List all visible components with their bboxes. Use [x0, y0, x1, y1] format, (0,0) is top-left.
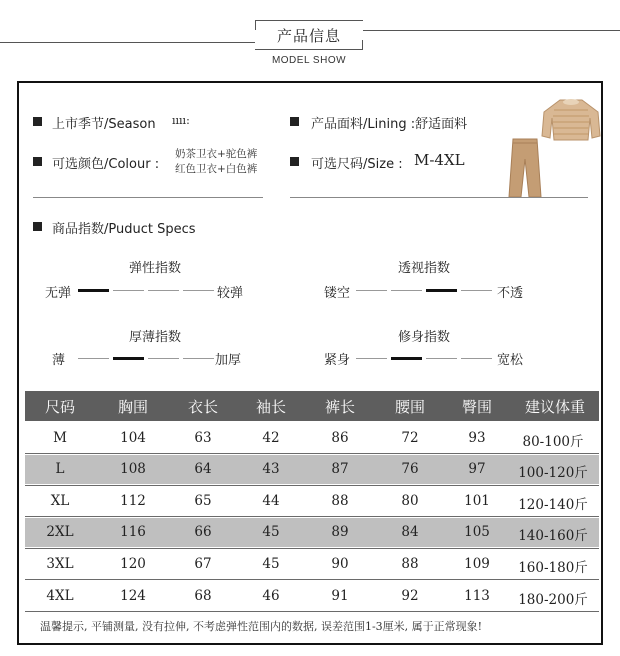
table-header-cell: 臀围: [461, 398, 492, 416]
spec-bar-segment: [78, 358, 109, 359]
table-cell: 180-200斤: [518, 592, 588, 608]
table-cell: 89: [331, 524, 349, 540]
spec-bar-segment: [183, 290, 214, 291]
header-line-right: [363, 30, 620, 31]
spec-bar-segment: [113, 357, 144, 360]
spec-bar-segment: [148, 290, 179, 291]
table-row: [25, 518, 599, 547]
table-cell: 3XL: [46, 556, 74, 572]
table-cell: 120: [120, 556, 146, 572]
table-cell: 101: [464, 493, 490, 509]
spec-bar-segment: [356, 290, 387, 291]
table-cell: XL: [50, 493, 70, 509]
table-header-cell: 袖长: [255, 398, 286, 416]
table-cell: 120-140斤: [518, 497, 588, 513]
colour-option-2: 红色卫衣+白色裤: [175, 163, 258, 175]
season-label: 上市季节/Season: [52, 117, 156, 132]
colour-option-1: 奶茶卫衣+驼色裤: [175, 148, 258, 160]
table-row: [25, 550, 599, 579]
table-cell: 104: [120, 430, 146, 446]
spec-bar-segment: [461, 358, 492, 359]
table-header-cell: 衣长: [187, 398, 218, 416]
table-cell: 112: [120, 493, 146, 509]
table-cell: 108: [120, 461, 146, 477]
spec-bar-segment: [461, 290, 492, 291]
spec-bar-segment: [391, 357, 422, 360]
divider: [33, 197, 263, 198]
spec-right-label: 加厚: [215, 353, 242, 368]
header-line-left: [0, 42, 255, 43]
table-row: [25, 487, 599, 516]
spec-right-label: 宽松: [497, 353, 524, 368]
spec-left-label: 无弹: [45, 286, 72, 301]
table-cell: 116: [120, 524, 146, 540]
table-cell: 86: [331, 430, 349, 446]
lining-label: 产品面料/Lining :舒适面料: [311, 117, 468, 132]
table-cell: 67: [194, 556, 212, 572]
table-cell: 100-120斤: [518, 465, 588, 481]
spec-bar-segment: [426, 289, 457, 292]
table-cell: 88: [331, 493, 349, 509]
table-cell: 2XL: [46, 524, 74, 540]
row-divider: [25, 579, 599, 580]
page-subtitle: MODEL SHOW: [271, 55, 347, 66]
divider: [290, 197, 588, 198]
table-header-cell: 胸围: [117, 398, 148, 416]
table-cell: 76: [401, 461, 419, 477]
table-cell: 64: [194, 461, 212, 477]
spec-left-label: 紧身: [324, 353, 351, 368]
table-header-cell: 尺码: [44, 398, 75, 416]
table-cell: 4XL: [46, 588, 74, 604]
table-cell: 46: [262, 588, 280, 604]
bullet-icon: [290, 157, 299, 166]
table-cell: 43: [262, 461, 280, 477]
row-divider: [25, 516, 599, 517]
spec-left-label: 镂空: [324, 286, 351, 301]
spec-bar-segment: [426, 358, 457, 359]
table-row: [25, 582, 599, 611]
table-cell: 124: [120, 588, 146, 604]
table-cell: 88: [401, 556, 419, 572]
page-title: 产品信息: [276, 27, 341, 45]
table-cell: 160-180斤: [518, 560, 588, 576]
spec-name: 透视指数: [398, 261, 451, 276]
table-cell: 90: [331, 556, 349, 572]
bullet-icon: [33, 222, 42, 231]
table-cell: 109: [464, 556, 490, 572]
table-cell: 45: [262, 556, 280, 572]
title-box: [255, 20, 363, 50]
bullet-icon: [33, 117, 42, 126]
sweater-image: [540, 96, 602, 142]
bullet-icon: [33, 157, 42, 166]
spec-bar-segment: [78, 289, 109, 292]
row-divider: [25, 611, 599, 612]
spec-right-label: 不透: [497, 286, 524, 301]
table-cell: 105: [464, 524, 490, 540]
pants-image: [505, 137, 545, 199]
spec-name: 修身指数: [398, 330, 451, 345]
spec-bar-segment: [391, 290, 422, 291]
spec-bar-segment: [356, 358, 387, 359]
table-header-cell: 腰围: [394, 398, 425, 416]
table-header-cell: 裤长: [324, 398, 355, 416]
table-row: [25, 455, 599, 484]
spec-right-label: 较弹: [217, 286, 244, 301]
size-table-header: [25, 391, 599, 421]
bullet-icon: [290, 117, 299, 126]
row-divider: [25, 453, 599, 454]
size-value: M-4XL: [414, 151, 465, 169]
spec-bar-segment: [148, 358, 179, 359]
table-cell: 97: [468, 461, 486, 477]
spec-bar-segment: [183, 358, 214, 359]
size-label: 可选尺码/Size :: [311, 157, 403, 172]
table-cell: 44: [262, 493, 280, 509]
table-cell: 68: [194, 588, 212, 604]
spec-left-label: 薄: [52, 353, 66, 368]
table-cell: 63: [194, 430, 212, 446]
table-cell: 92: [401, 588, 419, 604]
table-row: [25, 424, 599, 453]
spec-name: 厚薄指数: [129, 330, 182, 345]
table-cell: 93: [468, 430, 486, 446]
table-cell: 80: [401, 493, 419, 509]
row-divider: [25, 548, 599, 549]
table-cell: M: [53, 430, 67, 446]
colour-label: 可选颜色/Colour :: [52, 157, 160, 172]
table-cell: 113: [464, 588, 490, 604]
table-cell: 72: [401, 430, 419, 446]
table-cell: 140-160斤: [518, 528, 588, 544]
table-cell: 80-100斤: [522, 434, 584, 450]
table-cell: 87: [331, 461, 349, 477]
spec-bar-segment: [113, 290, 144, 291]
table-cell: 42: [262, 430, 280, 446]
spec-name: 弹性指数: [129, 261, 182, 276]
table-header-cell: 建议体重: [524, 398, 585, 416]
table-cell: L: [55, 461, 65, 477]
table-cell: 66: [194, 524, 212, 540]
row-divider: [25, 485, 599, 486]
specs-title: 商品指数/Puduct Specs: [52, 222, 196, 237]
table-cell: 45: [262, 524, 280, 540]
table-cell: 65: [194, 493, 212, 509]
table-cell: 91: [331, 588, 349, 604]
season-value: ıııı:: [172, 114, 190, 127]
table-cell: 84: [401, 524, 419, 540]
measurement-note: 温馨提示, 平铺测量, 没有拉伸, 不考虑弹性范围内的数据, 误差范围1-3厘米, 属于正常现象!: [40, 620, 483, 633]
